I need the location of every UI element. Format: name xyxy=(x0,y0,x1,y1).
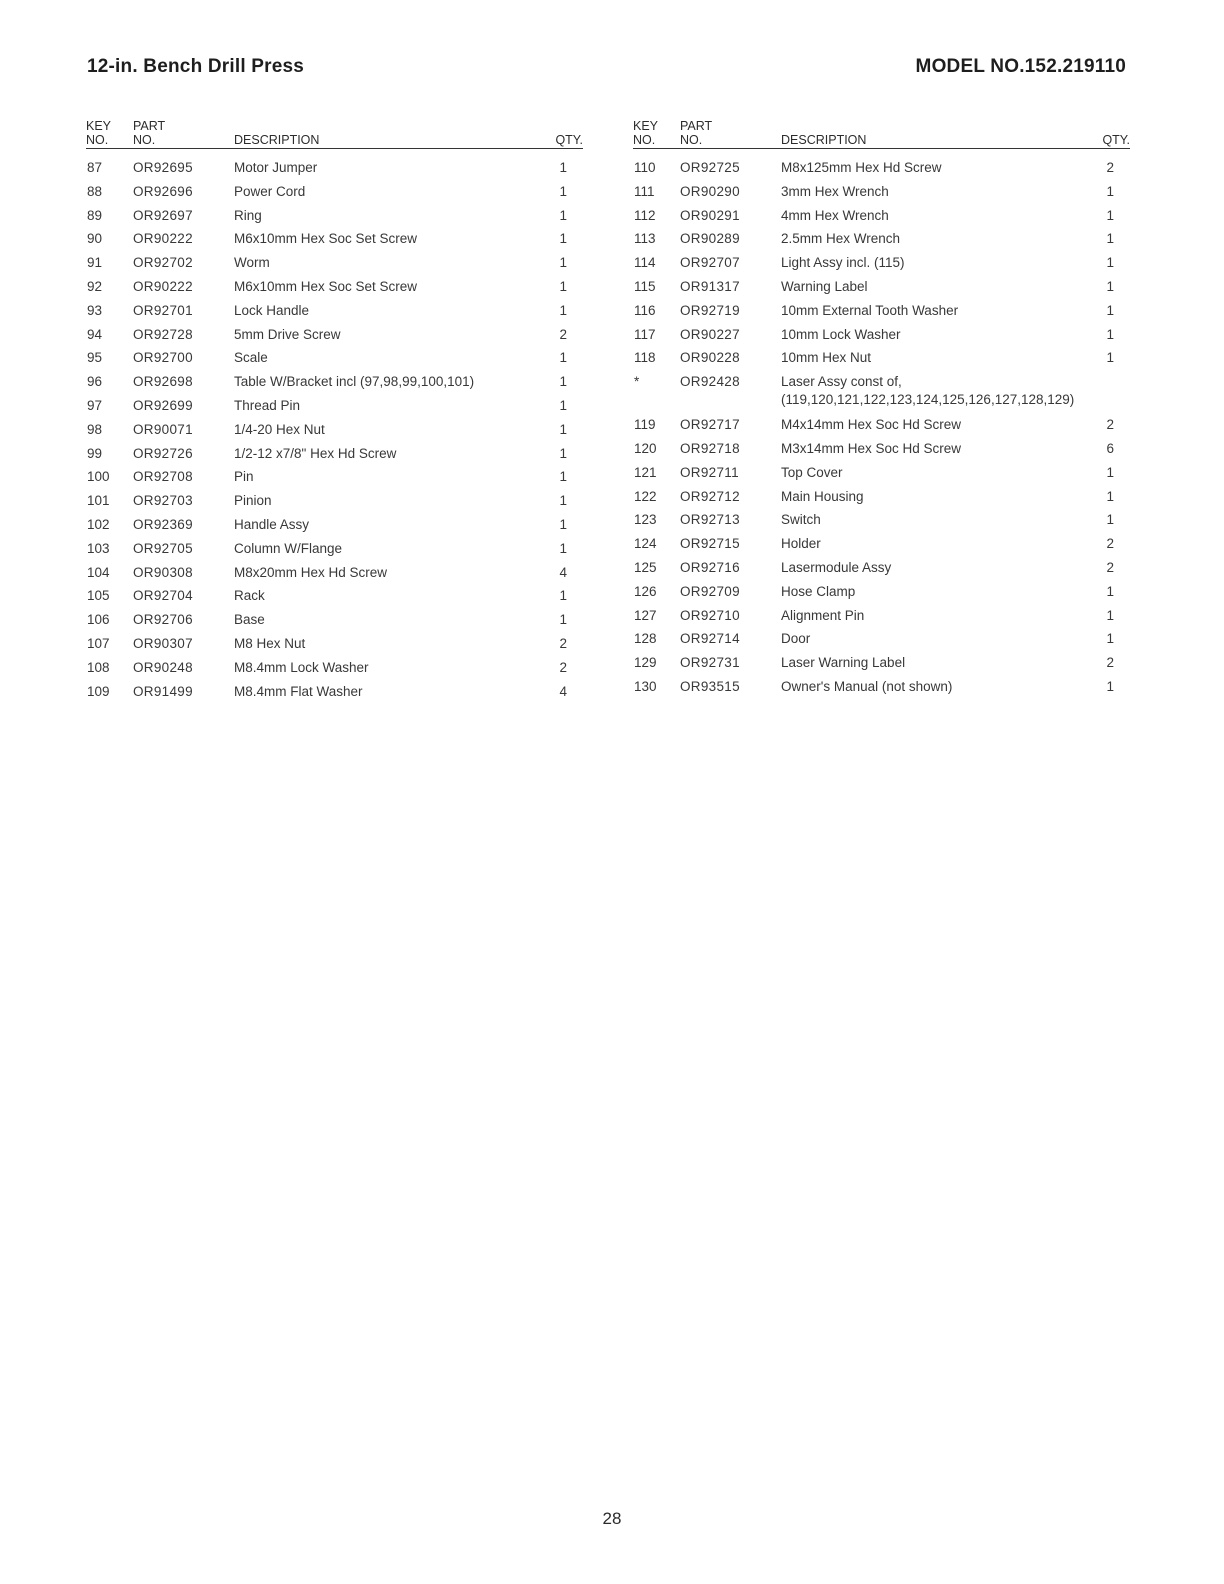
qty-cell: 1 xyxy=(1106,231,1114,247)
key-no-cell: 88 xyxy=(87,183,103,199)
table-row xyxy=(86,583,583,607)
table-row xyxy=(633,674,1130,698)
description-line: (119,120,121,122,123,124,125,126,127,128,129) xyxy=(781,392,1075,408)
part-no-cell: OR92708 xyxy=(133,469,193,485)
table-row xyxy=(633,322,1130,346)
header-part-no xyxy=(680,119,712,147)
table-row xyxy=(86,203,583,227)
description-cell: Table W/Bracket incl (97,98,99,100,101) xyxy=(234,374,475,390)
part-no-cell: OR92728 xyxy=(133,326,193,342)
description-cell: 10mm External Tooth Washer xyxy=(781,302,959,318)
key-no-cell: 96 xyxy=(87,374,103,390)
key-no-cell: 89 xyxy=(87,207,103,223)
qty-cell: 1 xyxy=(559,231,567,247)
part-no-cell: OR92701 xyxy=(133,302,193,318)
qty-cell: 1 xyxy=(1106,183,1114,199)
table-row xyxy=(86,298,583,322)
part-no-cell: OR92703 xyxy=(133,493,193,509)
qty-cell: 1 xyxy=(559,350,567,366)
table-row xyxy=(633,555,1130,579)
table-row xyxy=(86,393,583,417)
key-no-cell: 108 xyxy=(87,659,110,675)
table-row xyxy=(86,155,583,179)
description-cell: Door xyxy=(781,631,811,647)
description-cell: Pinion xyxy=(234,493,272,509)
part-no-cell: OR90228 xyxy=(680,350,740,366)
part-no-cell: OR92726 xyxy=(133,445,193,461)
qty-cell: 1 xyxy=(559,540,567,556)
part-no-cell: OR91499 xyxy=(133,683,193,699)
qty-cell: 1 xyxy=(559,183,567,199)
header-part-no-label: NO. xyxy=(680,133,703,147)
header-key-no-label: NO. xyxy=(86,133,109,147)
part-no-cell: OR92713 xyxy=(680,512,740,528)
part-no-cell: OR90222 xyxy=(133,278,193,294)
table-row xyxy=(633,626,1130,650)
qty-cell: 2 xyxy=(1106,559,1114,575)
part-no-cell: OR92699 xyxy=(133,397,193,413)
part-no-cell: OR90308 xyxy=(133,564,193,580)
qty-cell: 1 xyxy=(1106,255,1114,271)
key-no-cell: 98 xyxy=(87,421,103,437)
header-description: DESCRIPTION xyxy=(234,133,320,147)
key-no-cell: 105 xyxy=(87,588,110,604)
description-cell: M6x10mm Hex Soc Set Screw xyxy=(234,231,418,247)
description-cell: Motor Jumper xyxy=(234,160,318,175)
table-row xyxy=(633,250,1130,274)
description-cell: 2.5mm Hex Wrench xyxy=(781,231,901,247)
description-cell: Holder xyxy=(781,536,821,552)
qty-cell: 1 xyxy=(559,302,567,318)
table-row xyxy=(86,560,583,584)
key-no-cell: 130 xyxy=(634,678,657,694)
page-title: 12-in. Bench Drill Press xyxy=(87,56,305,77)
table-row xyxy=(86,322,583,346)
key-no-cell: 101 xyxy=(87,493,110,509)
part-no-cell: OR90071 xyxy=(133,421,193,437)
description-cell: M6x10mm Hex Soc Set Screw xyxy=(234,278,418,294)
key-no-cell: 99 xyxy=(87,445,103,461)
key-no-cell: 104 xyxy=(87,564,110,580)
qty-cell: 1 xyxy=(559,397,567,413)
qty-cell: 1 xyxy=(559,278,567,294)
table-row xyxy=(86,607,583,631)
table-row xyxy=(633,436,1130,460)
description-cell: Lock Handle xyxy=(234,302,310,318)
key-no-cell: * xyxy=(634,374,640,390)
part-no-cell: OR92700 xyxy=(133,350,193,366)
description-cell xyxy=(781,373,1074,409)
qty-cell: 2 xyxy=(1106,655,1114,671)
table-row xyxy=(86,631,583,655)
qty-cell: 1 xyxy=(559,612,567,628)
qty-cell: 1 xyxy=(559,255,567,271)
key-no-cell: 92 xyxy=(87,278,103,294)
key-no-cell: 111 xyxy=(634,183,655,199)
table-row xyxy=(86,488,583,512)
description-cell: M3x14mm Hex Soc Hd Screw xyxy=(781,440,962,456)
table-body xyxy=(86,149,583,702)
key-no-cell: 87 xyxy=(87,160,103,175)
description-cell: Ring xyxy=(234,207,262,223)
part-no-cell: OR92696 xyxy=(133,183,193,199)
qty-cell: 2 xyxy=(559,635,567,651)
part-no-cell: OR92428 xyxy=(680,374,740,390)
qty-cell: 1 xyxy=(1106,678,1114,694)
part-no-cell: OR92717 xyxy=(680,417,740,433)
description-cell: 1/2-12 x7/8" Hex Hd Screw xyxy=(234,445,397,461)
part-no-cell: OR91317 xyxy=(680,278,740,294)
part-no-cell: OR92705 xyxy=(133,540,193,556)
table-row xyxy=(86,536,583,560)
key-no-cell: 118 xyxy=(634,350,656,366)
description-cell: 3mm Hex Wrench xyxy=(781,183,889,199)
key-no-cell: 119 xyxy=(634,417,656,433)
qty-cell: 1 xyxy=(559,374,567,390)
part-no-cell: OR93515 xyxy=(680,678,740,694)
part-no-cell: OR92725 xyxy=(680,160,740,175)
qty-cell: 1 xyxy=(1106,278,1114,294)
key-no-cell: 103 xyxy=(87,540,110,556)
parts-table-left xyxy=(86,118,583,702)
part-no-cell: OR92709 xyxy=(680,583,740,599)
description-cell: Column W/Flange xyxy=(234,540,343,556)
header-key-no xyxy=(86,119,111,147)
table-row xyxy=(86,274,583,298)
qty-cell: 1 xyxy=(1106,302,1114,318)
qty-cell: 1 xyxy=(1106,583,1114,599)
table-row xyxy=(633,579,1130,603)
part-no-cell: OR90307 xyxy=(133,635,193,651)
model-number: MODEL NO.152.219110 xyxy=(915,56,1126,77)
description-cell: M8 Hex Nut xyxy=(234,635,306,651)
table-row xyxy=(633,412,1130,436)
table-row xyxy=(86,655,583,679)
description-cell: M8.4mm Lock Washer xyxy=(234,659,369,675)
part-no-cell: OR92718 xyxy=(680,440,740,456)
part-no-cell: OR92715 xyxy=(680,536,740,552)
qty-cell: 1 xyxy=(1106,512,1114,528)
description-cell: M4x14mm Hex Soc Hd Screw xyxy=(781,417,962,433)
part-no-cell: OR92716 xyxy=(680,559,740,575)
parts-table-right xyxy=(633,118,1130,698)
qty-cell: 1 xyxy=(1106,326,1114,342)
part-no-cell: OR92698 xyxy=(133,374,193,390)
qty-cell: 1 xyxy=(1106,207,1114,223)
description-cell: 10mm Hex Nut xyxy=(781,350,872,366)
header-part-label: PART xyxy=(680,119,713,133)
description-cell: Power Cord xyxy=(234,183,306,199)
qty-cell: 1 xyxy=(559,160,567,175)
key-no-cell: 127 xyxy=(634,607,657,623)
description-cell: Base xyxy=(234,612,265,628)
description-cell: 5mm Drive Screw xyxy=(234,326,341,342)
qty-cell: 1 xyxy=(559,207,567,223)
table-row xyxy=(633,650,1130,674)
qty-cell: 2 xyxy=(559,659,567,675)
key-no-cell: 116 xyxy=(634,302,656,318)
table-row xyxy=(633,155,1130,179)
description-cell: 10mm Lock Washer xyxy=(781,326,901,342)
header-key-no xyxy=(633,119,658,147)
key-no-cell: 110 xyxy=(634,160,656,175)
table-row xyxy=(86,179,583,203)
description-cell: Warning Label xyxy=(781,278,868,294)
part-no-cell: OR92706 xyxy=(133,612,193,628)
table-row xyxy=(633,274,1130,298)
header-description: DESCRIPTION xyxy=(781,133,867,147)
header-key-no-label: NO. xyxy=(633,133,656,147)
key-no-cell: 102 xyxy=(87,516,110,532)
part-no-cell: OR92704 xyxy=(133,588,193,604)
part-no-cell: OR90222 xyxy=(133,231,193,247)
qty-cell: 4 xyxy=(559,683,567,699)
part-no-cell: OR90289 xyxy=(680,231,740,247)
key-no-cell: 94 xyxy=(87,326,103,342)
qty-cell: 1 xyxy=(559,421,567,437)
key-no-cell: 91 xyxy=(87,255,103,271)
qty-cell: 4 xyxy=(559,564,567,580)
qty-cell: 1 xyxy=(559,588,567,604)
table-row xyxy=(86,512,583,536)
key-no-cell: 90 xyxy=(87,231,103,247)
table-row xyxy=(86,250,583,274)
table-row xyxy=(633,369,1130,412)
table-row xyxy=(86,441,583,465)
part-no-cell: OR90227 xyxy=(680,326,740,342)
header-key-label: KEY xyxy=(633,119,659,133)
description-cell: Rack xyxy=(234,588,265,604)
part-no-cell: OR92369 xyxy=(133,516,193,532)
description-cell: Worm xyxy=(234,255,270,271)
table-row xyxy=(86,226,583,250)
part-no-cell: OR92697 xyxy=(133,207,193,223)
part-no-cell: OR92711 xyxy=(680,464,739,480)
key-no-cell: 107 xyxy=(87,635,110,651)
qty-cell: 1 xyxy=(559,516,567,532)
description-line: Laser Assy const of, xyxy=(781,374,902,390)
description-cell: Light Assy incl. (115) xyxy=(781,255,905,271)
description-cell: M8x20mm Hex Hd Screw xyxy=(234,564,388,580)
qty-cell: 1 xyxy=(559,469,567,485)
key-no-cell: 95 xyxy=(87,350,103,366)
key-no-cell: 122 xyxy=(634,488,657,504)
description-cell: Top Cover xyxy=(781,464,843,480)
description-cell: Scale xyxy=(234,350,268,366)
qty-cell: 2 xyxy=(1106,417,1114,433)
page-number: 28 xyxy=(602,1509,622,1528)
part-no-cell: OR92719 xyxy=(680,302,740,318)
part-no-cell: OR90290 xyxy=(680,183,740,199)
header-part-no xyxy=(133,119,165,147)
table-row xyxy=(86,679,583,703)
header-key-label: KEY xyxy=(86,119,112,133)
key-no-cell: 128 xyxy=(634,631,657,647)
part-no-cell: OR90248 xyxy=(133,659,193,675)
table-row xyxy=(633,179,1130,203)
description-cell: M8.4mm Flat Washer xyxy=(234,683,363,699)
description-cell: Pin xyxy=(234,469,254,485)
part-no-cell: OR92707 xyxy=(680,255,740,271)
qty-cell: 2 xyxy=(559,326,567,342)
description-cell: Main Housing xyxy=(781,488,864,504)
key-no-cell: 106 xyxy=(87,612,110,628)
table-row xyxy=(633,298,1130,322)
key-no-cell: 117 xyxy=(634,326,656,342)
qty-cell: 1 xyxy=(559,493,567,509)
header-qty: QTY. xyxy=(555,133,583,147)
key-no-cell: 126 xyxy=(634,583,657,599)
table-row xyxy=(633,603,1130,627)
part-no-cell: OR92702 xyxy=(133,255,193,271)
key-no-cell: 100 xyxy=(87,469,110,485)
description-cell: Handle Assy xyxy=(234,516,310,532)
description-cell: Laser Warning Label xyxy=(781,655,906,671)
qty-cell: 2 xyxy=(1106,160,1114,175)
table-row xyxy=(633,460,1130,484)
header-qty: QTY. xyxy=(1102,133,1130,147)
description-cell: M8x125mm Hex Hd Screw xyxy=(781,160,942,175)
part-no-cell: OR92710 xyxy=(680,607,740,623)
part-no-cell: OR92712 xyxy=(680,488,740,504)
table-row xyxy=(633,203,1130,227)
key-no-cell: 121 xyxy=(634,464,657,480)
key-no-cell: 129 xyxy=(634,655,657,671)
table-row xyxy=(633,226,1130,250)
key-no-cell: 124 xyxy=(634,536,657,552)
table-row xyxy=(633,507,1130,531)
key-no-cell: 93 xyxy=(87,302,103,318)
part-no-cell: OR92731 xyxy=(680,655,740,671)
header-part-no-label: NO. xyxy=(133,133,156,147)
qty-cell: 1 xyxy=(1106,631,1114,647)
key-no-cell: 123 xyxy=(634,512,657,528)
table-row xyxy=(86,417,583,441)
table-row xyxy=(86,345,583,369)
description-cell: Owner's Manual (not shown) xyxy=(781,678,953,694)
description-cell: Lasermodule Assy xyxy=(781,559,892,575)
qty-cell: 1 xyxy=(1106,488,1114,504)
table-row xyxy=(86,464,583,488)
key-no-cell: 97 xyxy=(87,397,103,413)
table-header xyxy=(633,118,1130,149)
table-row xyxy=(86,369,583,393)
key-no-cell: 109 xyxy=(87,683,110,699)
key-no-cell: 114 xyxy=(634,255,656,271)
qty-cell: 1 xyxy=(1106,607,1114,623)
table-row xyxy=(633,531,1130,555)
table-row xyxy=(633,484,1130,508)
qty-cell: 6 xyxy=(1106,440,1114,456)
key-no-cell: 113 xyxy=(634,231,656,247)
qty-cell: 1 xyxy=(1106,464,1114,480)
description-cell: 4mm Hex Wrench xyxy=(781,207,889,223)
description-cell: Thread Pin xyxy=(234,397,301,413)
part-no-cell: OR90291 xyxy=(680,207,740,223)
table-body xyxy=(633,149,1130,698)
header-part-label: PART xyxy=(133,119,166,133)
part-no-cell: OR92714 xyxy=(680,631,740,647)
key-no-cell: 115 xyxy=(634,278,656,294)
key-no-cell: 125 xyxy=(634,559,657,575)
table-header xyxy=(86,118,583,149)
description-cell: Hose Clamp xyxy=(781,583,856,599)
part-no-cell: OR92695 xyxy=(133,160,193,175)
description-cell: 1/4-20 Hex Nut xyxy=(234,421,325,437)
qty-cell: 1 xyxy=(1106,350,1114,366)
key-no-cell: 112 xyxy=(634,207,656,223)
qty-cell: 1 xyxy=(559,445,567,461)
description-cell: Switch xyxy=(781,512,821,528)
key-no-cell: 120 xyxy=(634,440,657,456)
description-cell: Alignment Pin xyxy=(781,607,865,623)
qty-cell: 2 xyxy=(1106,536,1114,552)
table-row xyxy=(633,345,1130,369)
